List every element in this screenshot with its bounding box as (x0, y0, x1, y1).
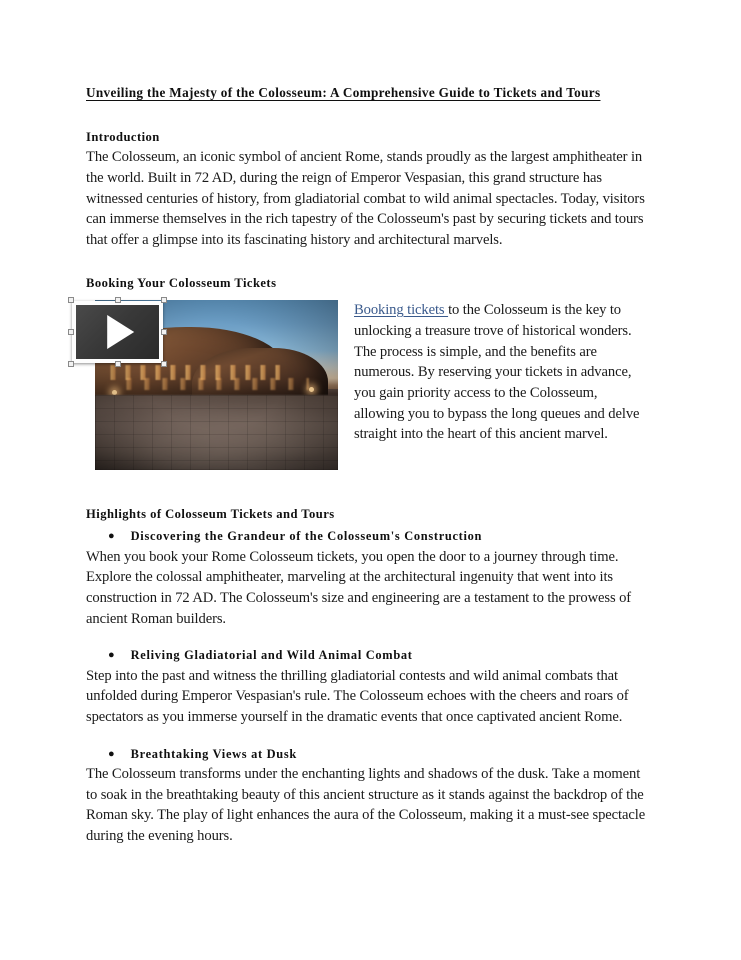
selection-handle-top-right[interactable] (161, 297, 167, 303)
bullet-icon: ● (108, 649, 115, 662)
selection-handle-top-middle[interactable] (115, 297, 121, 303)
paragraph-introduction: The Colosseum, an iconic symbol of ancient Rome, stands proudly as the largest amphitheater in the world. Built in 72 AD, during the reign of Emperor Vespasian, this grand structure has witnessed centuries of history, from gladiatorial combat to wild animal spectacles. Today, visitors can immerse themselves in the rich tapestry of the Colosseum's past by securing tickets and tours that offer a glimpse into its fascinating history and architectural marvels. (86, 149, 645, 249)
document-title: Unveiling the Majesty of the Colosseum: A Comprehensive Guide to Tickets and Tours (86, 85, 601, 100)
video-player-overlay[interactable] (68, 297, 167, 367)
selection-handle-bottom-middle[interactable] (115, 361, 121, 367)
paragraph-highlight-3: The Colosseum transforms under the enchanting lights and shadows of the dusk. Take a moment to soak in the breathtaking beauty of this ancient structure as it stands against the backdrop of the Roman sky. The play of light enhances the aura of the Colosseum, making it a must-see spectacle during the evening hours. (86, 765, 646, 845)
play-icon[interactable] (107, 315, 134, 349)
colosseum-figure[interactable] (95, 300, 338, 470)
heading-booking-tickets: Booking Your Colosseum Tickets (86, 275, 277, 290)
list-item-label: Breathtaking Views at Dusk (130, 746, 297, 761)
list-item (86, 647, 650, 663)
list-item (86, 746, 650, 762)
booking-tickets-link[interactable]: Booking tickets (354, 302, 449, 319)
heading-highlights: Highlights of Colosseum Tickets and Tours (86, 507, 335, 522)
paragraph-highlight-1: When you book your Rome Colosseum tickets, you open the door to a journey through time. Explore the colossal amphitheater, marveling at the architectural ingenuity that went into its construction in 72 AD. The Colosseum's size and engineering are a testament to the prowess of ancient Roman builders. (86, 548, 632, 627)
bullet-icon: ● (108, 530, 115, 543)
selection-handle-bottom-left[interactable] (68, 361, 74, 367)
heading-introduction: Introduction (86, 129, 160, 144)
paragraph-booking-text: to the Colosseum is the key to unlocking a treasure trove of historical wonders. The process is simple, and the benefits are numerous. By reserving your tickets in advance, you gain priority access to the Colosseum, allowing you to bypass the long queues and delve straight into the heart of this ancient marvel. (354, 302, 640, 443)
video-frame[interactable] (72, 301, 163, 363)
bullet-icon: ● (108, 747, 115, 760)
booking-media-block (86, 300, 650, 476)
list-item-label: Reliving Gladiatorial and Wild Animal Combat (130, 648, 413, 663)
list-item (86, 528, 650, 544)
document-body (86, 84, 650, 847)
selection-handle-bottom-right[interactable] (161, 361, 167, 367)
selection-handle-top-left[interactable] (68, 297, 74, 303)
selection-handle-middle-right[interactable] (161, 329, 167, 335)
list-item-label: Discovering the Grandeur of the Colosseum's Construction (130, 529, 483, 544)
paragraph-highlight-2: Step into the past and witness the thrilling gladiatorial contests and wild animal combats that unfolded during Emperor Vespasian's rule. The Colosseum echoes with the cheers and roars of spectators as you immerse yourself in the dramatic events that once captivated ancient Rome. (86, 667, 629, 726)
selection-handle-middle-left[interactable] (68, 329, 74, 335)
